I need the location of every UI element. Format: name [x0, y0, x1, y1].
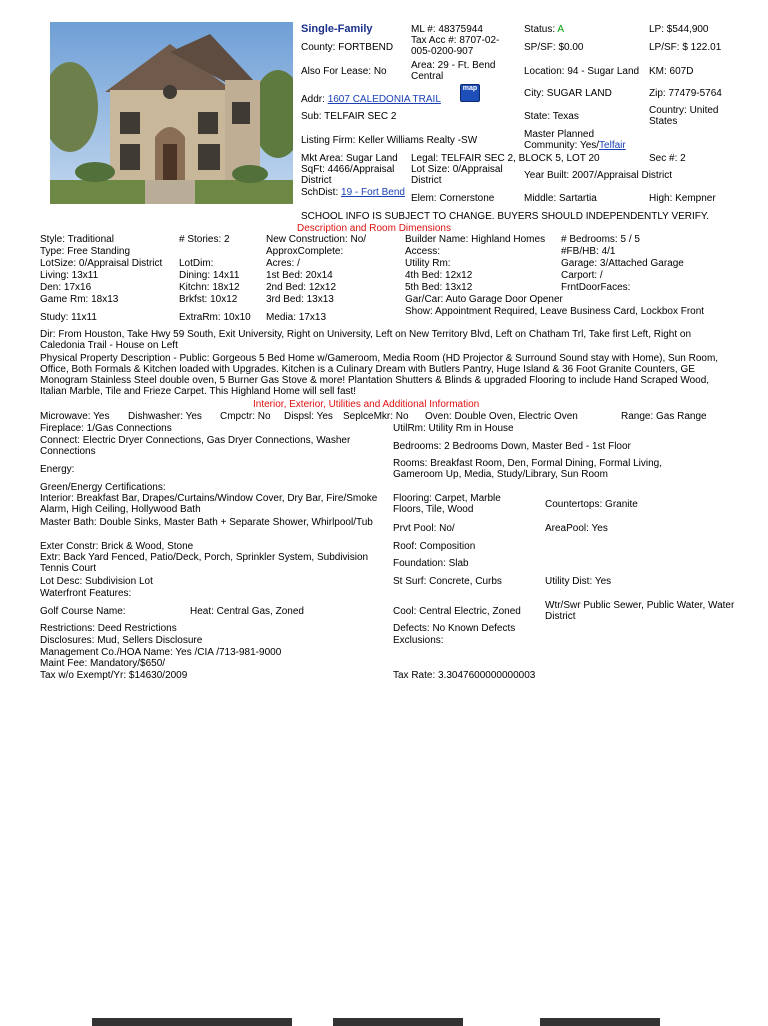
water-sewer: Wtr/Swr Public Sewer, Public Water, Water District [545, 600, 735, 622]
property-type: Single-Family [301, 23, 373, 35]
lot-size: LotSize: 0/Appraisal District [40, 258, 163, 269]
fireplace: Fireplace: 1/Gas Connections [40, 423, 172, 434]
golf-course: Golf Course Name: [40, 606, 126, 617]
bed-5: 5th Bed: 13x12 [405, 282, 473, 293]
green-certifications: Green/Energy Certifications: [40, 482, 166, 493]
garage-carport: Gar/Car: Auto Garage Door Opener [405, 294, 563, 305]
master-planned-link[interactable]: Telfair [599, 140, 626, 151]
lot-size-header: Lot Size: 0/Appraisal District [411, 164, 503, 186]
also-for-lease: Also For Lease: No [301, 66, 387, 77]
house-image [50, 22, 293, 204]
management-company: Management Co./HOA Name: Yes /CIA /713-981-9000 [40, 647, 282, 658]
bed-2: 2nd Bed: 12x12 [266, 282, 337, 293]
list-price: LP: $544,900 [649, 24, 709, 35]
section-title-interior: Interior, Exterior, Utilities and Additional Information [253, 399, 480, 410]
subdivision: Sub: TELFAIR SEC 2 [301, 111, 397, 122]
garage: Garage: 3/Attached Garage [561, 258, 684, 269]
bedrooms-count: # Bedrooms: 5 / 5 [561, 234, 640, 245]
school-info-note: SCHOOL INFO IS SUBJECT TO CHANGE. BUYERS SHOULD INDEPENDENTLY VERIFY. [301, 211, 710, 222]
exclusions: Exclusions: [393, 635, 444, 646]
property-photo [50, 22, 293, 204]
countertops: Countertops: Granite [545, 499, 638, 510]
new-construction: New Construction: No/ [266, 234, 367, 245]
study: Study: 11x11 [40, 312, 97, 323]
carport: Carport: / [561, 270, 603, 281]
front-door-faces: FrntDoorFaces: [561, 282, 631, 293]
master-bath: Master Bath: Double Sinks, Master Bath + Separate Shower, Whirlpool/Tub [40, 517, 373, 528]
footer-cut-text-right [540, 1018, 660, 1026]
mkt-area: Mkt Area: Sugar Land [301, 153, 398, 164]
game-room: Game Rm: 18x13 [40, 294, 119, 305]
county: County: FORTBEND [301, 42, 394, 53]
schdist-label: SchDist: [301, 187, 339, 198]
high-school: High: Kempner [649, 193, 716, 204]
approx-complete: ApproxComplete: [266, 246, 344, 257]
maintenance-fee: Maint Fee: Mandatory/$650/ [40, 658, 166, 669]
kitchen: Kitchn: 18x12 [179, 282, 240, 293]
utility-room: Utility Rm: [405, 258, 451, 269]
oven: Oven: Double Oven, Electric Oven [425, 411, 578, 422]
location: Location: 94 - Sugar Land [524, 66, 640, 77]
restrictions: Restrictions: Deed Restrictions [40, 623, 177, 634]
cool: Cool: Central Electric, Zoned [393, 606, 521, 617]
bedrooms-description: Bedrooms: 2 Bedrooms Down, Master Bed - 1st Floor [393, 441, 631, 452]
sp-sf: SP/SF: $0.00 [524, 42, 584, 53]
breakfast: Brkfst: 10x12 [179, 294, 238, 305]
ml-number: ML #: 48375944 [411, 24, 483, 35]
sqft: SqFt: 4466/Appraisal District [301, 164, 395, 186]
interior: Interior: Breakfast Bar, Drapes/Curtains/Window Cover, Dry Bar, Fire/Smoke Alarm, High Ceiling, Hollywood Bath [40, 493, 378, 515]
bed-1: 1st Bed: 20x14 [266, 270, 333, 281]
directions: Dir: From Houston, Take Hwy 59 South, Exit University, Right on University, Left on New Territory Blvd, Left on Chatham Trl, Take first Left, Right on Caledonia Trail - House on Left [40, 329, 692, 351]
city: City: SUGAR LAND [524, 88, 612, 99]
showing-instructions: Show: Appointment Required, Leave Business Card, Lockbox Front [405, 306, 705, 317]
school-district [301, 187, 409, 198]
fb-hb: #FB/HB: 4/1 [561, 246, 616, 257]
schdist-link[interactable]: 19 - Fort Bend [341, 187, 405, 198]
physical-description: Physical Property Description - Public: Gorgeous 5 Bed Home w/Gameroom, Media Room (HD Projector & Surround Sound stay with Home), Sun Room, Office, Both Formals & Kitchen loaded with Upgrades. Kitchen is a Culinary Dream with Butlers Pantry, Huge Island & 36 Foot Granite Counters, GE Monogram Stainless Steel double oven, 5 Burner Gas Stove & more! Plantation Shutters & Blinds & upgraded Flooring to include Hand Scraped Wood, Italian Marble, Tile and Frieze Carpet. This Highland Home will sell fast! [40, 353, 719, 397]
key-map: KM: 607D [649, 66, 694, 77]
private-pool: Prvt Pool: No/ [393, 523, 455, 534]
footer-cut-text-left [92, 1018, 292, 1026]
builder-name: Builder Name: Highland Homes [405, 234, 546, 245]
middle-school: Middle: Sartartia [524, 193, 597, 204]
status-label: Status: [524, 24, 556, 35]
den: Den: 17x16 [40, 282, 92, 293]
status-value: A [557, 24, 565, 35]
section-number: Sec #: 2 [649, 153, 686, 164]
address-label: Addr: [301, 94, 325, 105]
dishwasher: Dishwasher: Yes [128, 411, 202, 422]
elementary-school: Elem: Cornerstone [411, 193, 495, 204]
exterior-features: Extr: Back Yard Fenced, Patio/Deck, Porch, Sprinkler System, Subdivision Tennis Court [40, 552, 369, 574]
range: Range: Gas Range [621, 411, 707, 422]
stories: # Stories: 2 [179, 234, 230, 245]
tax-account: Tax Acc #: 8707-02-005-0200-907 [411, 35, 500, 57]
area-pool: AreaPool: Yes [545, 523, 608, 534]
bed-4: 4th Bed: 12x12 [405, 270, 473, 281]
footer-cut-text-middle [333, 1018, 463, 1026]
rooms: Rooms: Breakfast Room, Den, Formal Dining, Formal Living, Gameroom Up, Media, Study/Library, Sun Room [393, 458, 662, 480]
disclosures: Disclosures: Mud, Sellers Disclosure [40, 635, 203, 646]
lot-description: Lot Desc: Subdivision Lot [40, 576, 153, 587]
listing-firm: Listing Firm: Keller Williams Realty -SW [301, 135, 478, 146]
type: Type: Free Standing [40, 246, 131, 257]
address-link[interactable]: 1607 CALEDONIA TRAIL [327, 94, 441, 105]
extra-room: ExtraRm: 10x10 [179, 312, 251, 323]
microwave: Microwave: Yes [40, 411, 110, 422]
living: Living: 13x11 [40, 270, 99, 281]
roof: Roof: Composition [393, 541, 476, 552]
status [524, 24, 564, 35]
master-planned-label: Master Planned Community: Yes/ [524, 129, 600, 151]
dining: Dining: 14x11 [179, 270, 240, 281]
country: Country: United States [649, 105, 719, 127]
lp-sf: LP/SF: $ 122.01 [649, 42, 722, 53]
master-planned [524, 129, 644, 151]
street-surface: St Surf: Concrete, Curbs [393, 576, 502, 587]
legal: Legal: TELFAIR SEC 2, BLOCK 5, LOT 20 [411, 153, 600, 164]
media-room: Media: 17x13 [266, 312, 327, 323]
waterfront-features: Waterfront Features: [40, 588, 132, 599]
lot-dim: LotDim: [179, 258, 214, 269]
compactor: Cmpctr: No [220, 411, 271, 422]
map-icon[interactable]: map [460, 84, 480, 102]
flooring: Flooring: Carpet, Marble Floors, Tile, Wood [393, 493, 501, 515]
tax-without-exemption: Tax w/o Exempt/Yr: $14630/2009 [40, 670, 188, 681]
section-title-description: Description and Room Dimensions [297, 223, 451, 234]
state: State: Texas [524, 111, 579, 122]
disposal: Dispsl: Yes [284, 411, 333, 422]
exterior-construction: Exter Constr: Brick & Wood, Stone [40, 541, 194, 552]
zip: Zip: 77479-5764 [649, 88, 722, 99]
access: Access: [405, 246, 441, 257]
style: Style: Traditional [40, 234, 114, 245]
connections: Connect: Electric Dryer Connections, Gas Dryer Connections, Washer Connections [40, 435, 351, 457]
bed-3: 3rd Bed: 13x13 [266, 294, 334, 305]
address [301, 94, 441, 105]
heat: Heat: Central Gas, Zoned [190, 606, 304, 617]
icemaker: SeplceMkr: No [343, 411, 409, 422]
foundation: Foundation: Slab [393, 558, 469, 569]
acres: Acres: / [266, 258, 300, 269]
tax-rate: Tax Rate: 3.3047600000000003 [393, 670, 536, 681]
utility-district: Utility Dist: Yes [545, 576, 612, 587]
year-built: Year Built: 2007/Appraisal District [524, 170, 673, 181]
energy: Energy: [40, 464, 75, 475]
defects: Defects: No Known Defects [393, 623, 516, 634]
util-room: UtilRm: Utility Rm in House [393, 423, 514, 434]
area: Area: 29 - Ft. Bend Central [411, 60, 496, 82]
